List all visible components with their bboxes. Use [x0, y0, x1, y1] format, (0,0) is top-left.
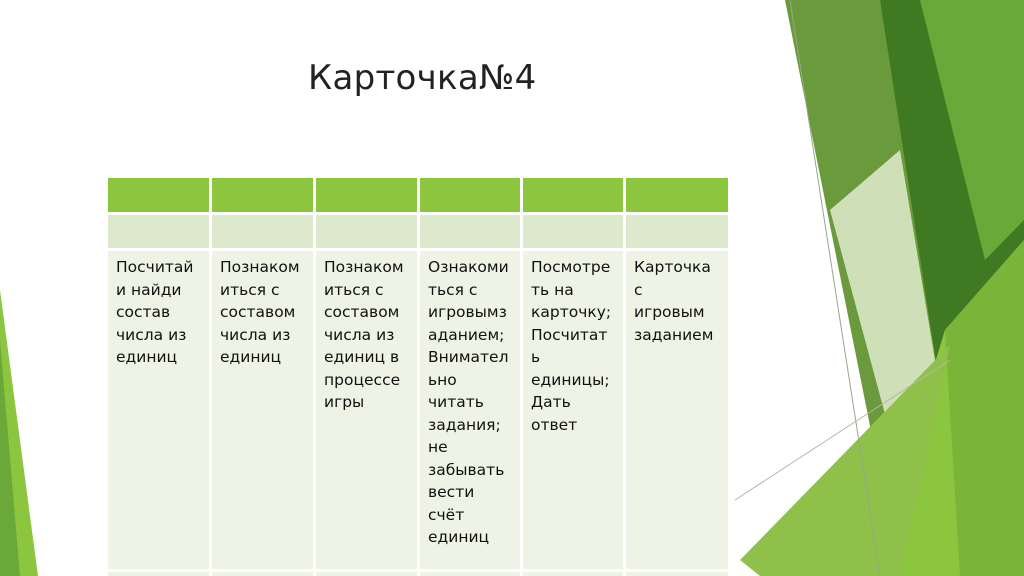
table-row-cell	[420, 215, 520, 248]
table-cell-4: Ознакоми ться с игровымз аданием; Внимател ьно читать задания; не забывать вести счёт единиц	[420, 251, 520, 569]
table-row-cell	[420, 572, 520, 576]
table-row-cell	[523, 215, 623, 248]
table-cell-6: Карточка с игровым заданием	[626, 251, 728, 569]
table-row-cell	[108, 572, 209, 576]
table-row-cell	[523, 572, 623, 576]
table-row-cell	[212, 572, 313, 576]
table-cell-1: Посчитай и найди состав числа из единиц	[108, 251, 209, 569]
table-cell-5: Посмотре ть на карточку; Посчитат ь единицы; Дать ответ	[523, 251, 623, 569]
table-row-cell	[108, 215, 209, 248]
table-row-cell	[212, 215, 313, 248]
table-header-cell	[316, 178, 417, 212]
table-row-cell	[626, 572, 728, 576]
table-cell-3: Познаком иться с составом числа из единиц в процессе игры	[316, 251, 417, 569]
table-header-cell	[523, 178, 623, 212]
table-header-cell	[626, 178, 728, 212]
table-row-cell	[626, 215, 728, 248]
table-row-cell	[316, 572, 417, 576]
table-row-cell	[316, 215, 417, 248]
slide-title: Карточка№4	[308, 58, 537, 98]
table-cell-2: Познаком иться с составом числа из единиц	[212, 251, 313, 569]
cards-table	[108, 178, 728, 576]
table-header-cell	[212, 178, 313, 212]
table-header-cell	[108, 178, 209, 212]
table-header-cell	[420, 178, 520, 212]
